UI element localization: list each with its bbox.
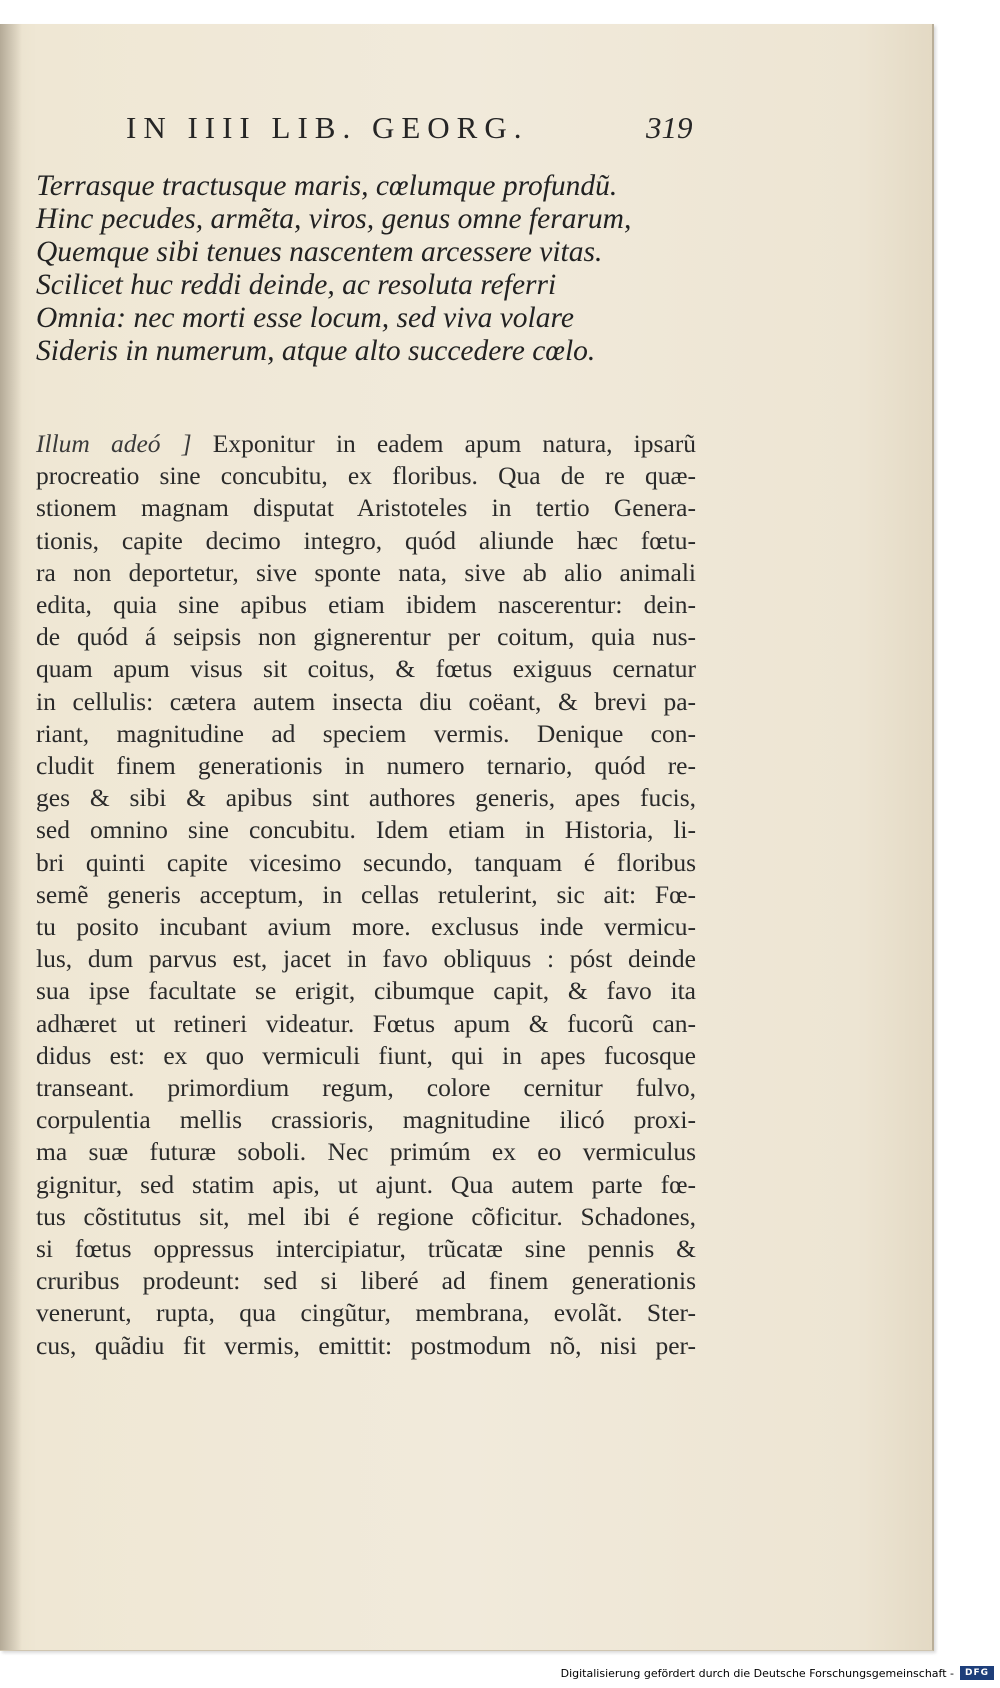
lemma: Illum adeó ]: [36, 429, 192, 458]
commentary-line: ma suæ futuræ soboli. Nec primúm ex eo vermiculus: [36, 1137, 696, 1167]
running-head: IN IIII LIB. GEORG.: [126, 110, 529, 145]
commentary-line: tu posito incubant avium more. exclusus inde vermicu-: [36, 912, 696, 942]
commentary-line: adhæret ut retineri videatur. Fœtus apum & fucorũ can-: [36, 1008, 696, 1038]
commentary-line: quam apum visus sit coitus, & fœtus exiguus cernatur: [36, 654, 696, 684]
verse-line: Sideris in numerum, atque alto succedere cœlo.: [36, 335, 596, 367]
commentary-line: cus, quãdiu fit vermis, emittit: postmodum nõ, nisi per-: [36, 1330, 696, 1360]
commentary-line: stionem magnam disputat Aristoteles in tertio Genera-: [36, 493, 696, 523]
verse-line: Hinc pecudes, armẽta, viros, genus omne ferarum,: [36, 203, 632, 235]
digitization-credit: [561, 1664, 994, 1682]
commentary-line: lus, dum parvus est, jacet in favo obliquus : póst deinde: [36, 944, 696, 974]
commentary-line: sua ipse facultate se erigit, cibumque capit, & favo ita: [36, 976, 696, 1006]
verse-block: [36, 170, 716, 368]
commentary-line: si fœtus oppressus intercipiatur, trũcatæ sine pennis &: [36, 1234, 696, 1264]
commentary-line: corpulentia mellis crassioris, magnitudine ilicó proxi-: [36, 1105, 696, 1135]
commentary-line: cruribus prodeunt: sed si liberé ad finem generationis: [36, 1266, 696, 1296]
commentary-line: semẽ generis acceptum, in cellas retulerint, sic ait: Fœ-: [36, 879, 696, 909]
commentary-line: didus est: ex quo vermiculi fiunt, qui in apes fucosque: [36, 1040, 696, 1070]
commentary-line: in cellulis: cætera autem insecta diu coëant, & brevi pa-: [36, 686, 696, 716]
verse-line: Omnia: nec morti esse locum, sed viva volare: [36, 302, 574, 334]
commentary-line: ra non deportetur, sive sponte nata, sive ab alio animali: [36, 557, 696, 587]
commentary-text: Exponitur in eadem apum natura, ipsarũ: [212, 429, 696, 458]
verse-line: Terrasque tractusque maris, cœlumque profundũ.: [36, 170, 618, 202]
page-number: 319: [646, 110, 693, 145]
book-page: [0, 24, 934, 1651]
dfg-logo: DFG: [960, 1666, 994, 1680]
commentary-line: riant, magnitudine ad speciem vermis. Denique con-: [36, 718, 696, 748]
commentary-line: de quód á seipsis non gignerentur per coitum, quia nus-: [36, 622, 696, 652]
commentary-line: transeant. primordium regum, colore cernitur fulvo,: [36, 1073, 696, 1103]
verse-line: Quemque sibi tenues nascentem arcessere vitas.: [36, 236, 603, 268]
commentary-line: sed omnino sine concubitu. Idem etiam in Historia, li-: [36, 815, 696, 845]
commentary-line: ges & sibi & apibus sint authores generis, apes fucis,: [36, 783, 696, 813]
commentary-line: venerunt, rupta, qua cingũtur, membrana, evolãt. Ster-: [36, 1298, 696, 1328]
credit-text: Digitalisierung gefördert durch die Deutsche Forschungsgemeinschaft -: [560, 1666, 954, 1680]
commentary-line: tionis, capite decimo integro, quód aliunde hæc fœtu-: [36, 525, 696, 555]
commentary-line: procreatio sine concubitu, ex floribus. Qua de re quæ-: [36, 461, 696, 491]
commentary-line: cludit finem generationis in numero ternario, quód re-: [36, 751, 696, 781]
gutter-shadow: [0, 24, 22, 1650]
commentary-block: [36, 428, 696, 1362]
verse-line: Scilicet huc reddi deinde, ac resoluta referri: [36, 269, 557, 301]
commentary-line: gignitur, sed statim apis, ut ajunt. Qua autem parte fœ-: [36, 1169, 696, 1199]
commentary-line: edita, quia sine apibus etiam ibidem nascerentur: dein-: [36, 590, 696, 620]
commentary-first-line: [36, 428, 696, 460]
commentary-line: bri quinti capite vicesimo secundo, tanquam é floribus: [36, 847, 696, 877]
commentary-line: tus cõstitutus sit, mel ibi é regione cõficitur. Schadones,: [36, 1201, 696, 1231]
